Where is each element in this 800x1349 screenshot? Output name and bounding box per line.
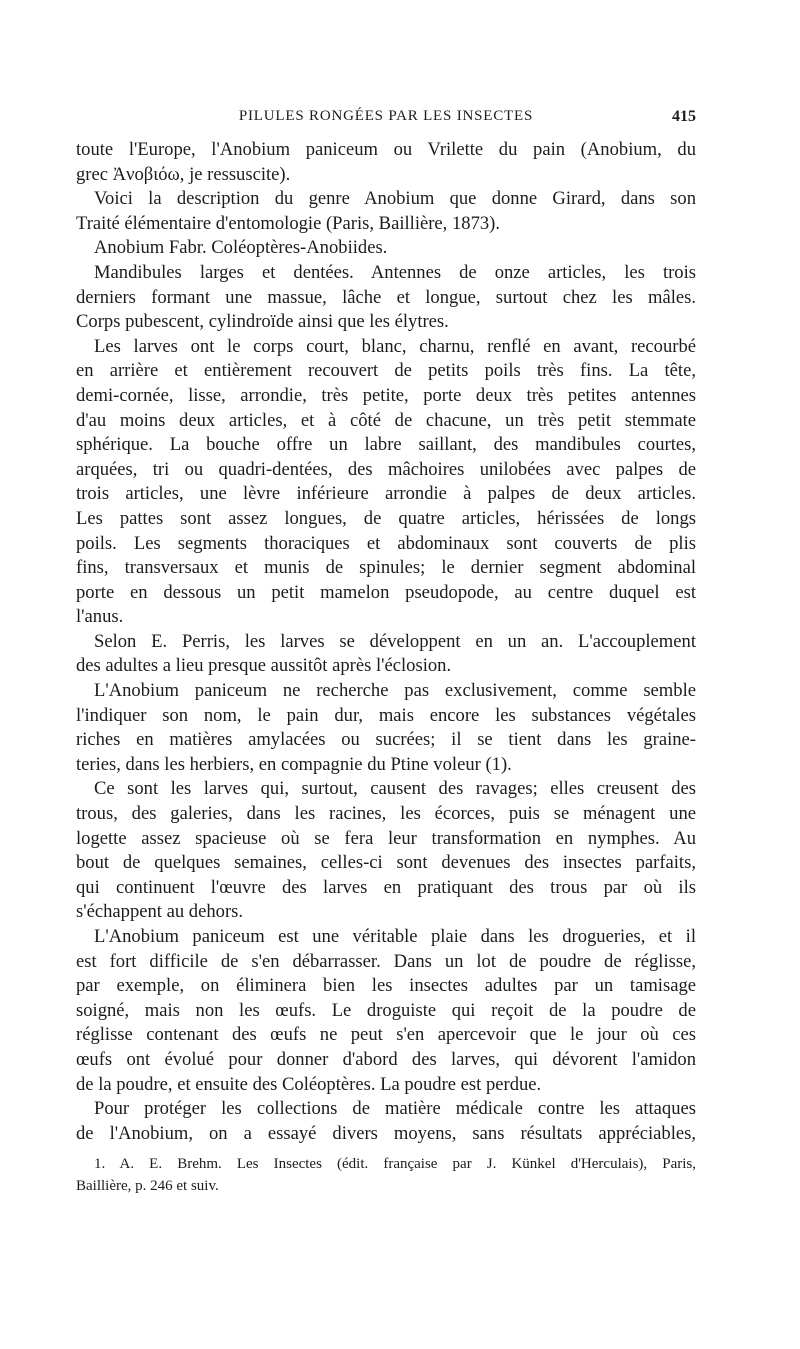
text-line: arquées, tri ou quadri-dentées, des mâchoires unilobées avec palpes de: [76, 458, 696, 480]
text-line: par exemple, on éliminera bien les insectes adultes par un tamisage: [76, 975, 696, 997]
text-line: L'Anobium paniceum ne recherche pas exclusivement, comme semble: [94, 680, 696, 702]
text-line: Les pattes sont assez longues, de quatre articles, hérissées de longs: [76, 507, 696, 529]
text-line: l'anus.: [76, 606, 124, 628]
text-line: sphérique. La bouche offre un labre saillant, des mandibules courtes,: [76, 434, 696, 456]
text-line: Corps pubescent, cylindroïde ainsi que les élytres.: [76, 311, 449, 333]
text-line: trous, des galeries, dans les racines, les écorces, puis se ménagent une: [76, 803, 696, 825]
body-text: [76, 138, 696, 1146]
text-line: trois articles, une lèvre inférieure arrondie à palpes de deux articles.: [76, 483, 696, 505]
text-line: s'échappent au dehors.: [76, 901, 244, 923]
text-line: Selon E. Perris, les larves se développent en un an. L'accouplement: [94, 630, 696, 652]
text-line: Pour protéger les collections de matière médicale contre les attaques: [94, 1098, 696, 1120]
text-line: demi-cornée, lisse, arrondie, très petite, porte deux très petites antennes: [76, 384, 696, 406]
text-line: Traité élémentaire d'entomologie (Paris, Baillière, 1873).: [76, 212, 501, 234]
text-line: en arrière et entièrement recouvert de petits poils très fins. La tête,: [76, 360, 696, 382]
text-line: derniers formant une massue, lâche et longue, surtout chez les mâles.: [76, 286, 696, 308]
text-line: qui continuent l'œuvre des larves en pratiquant des trous par où ils: [76, 876, 696, 898]
text-line: teries, dans les herbiers, en compagnie du Ptine voleur (1).: [76, 753, 512, 775]
text-line: l'indiquer son nom, le pain dur, mais encore les substances végétales: [76, 704, 696, 726]
text-line: logette assez spacieuse où se fera leur transformation en nymphes. Au: [76, 827, 696, 849]
text-line: de l'Anobium, on a essayé divers moyens, sans résultats appréciables,: [76, 1122, 696, 1144]
text-line: Les larves ont le corps court, blanc, charnu, renflé en avant, recourbé: [94, 335, 696, 357]
text-line: toute l'Europe, l'Anobium paniceum ou Vrilette du pain (Anobium, du: [76, 139, 696, 160]
text-line: d'au moins deux articles, et à côté de chacune, un très petit stemmate: [76, 409, 696, 431]
text-line: grec Ἀνοβιόω, je ressuscite).: [76, 163, 291, 185]
text-line: poils. Les segments thoraciques et abdominaux sont couverts de plis: [76, 532, 696, 554]
text-line: est fort difficile de s'en débarrasser. Dans un lot de poudre de réglisse,: [76, 950, 696, 972]
footnote-line: Baillière, p. 246 et suiv.: [76, 1178, 219, 1194]
text-line: porte en dessous un petit mamelon pseudopode, au centre duquel est: [76, 581, 696, 603]
text-line: Mandibules larges et dentées. Antennes de onze articles, les trois: [94, 261, 696, 283]
text-line: riches en matières amylacées ou sucrées; il se tient dans les graine-: [76, 729, 696, 751]
footnote-line: 1. A. E. Brehm. Les Insectes (édit. française par J. Künkel d'Herculais), Paris,: [94, 1156, 696, 1172]
page-header: [76, 108, 696, 130]
text-line: œufs ont évolué pour donner d'abord des larves, qui dévorent l'amidon: [76, 1048, 696, 1070]
text-line: Voici la description du genre Anobium que donne Girard, dans son: [94, 188, 696, 210]
page-number: 415: [672, 108, 696, 125]
text-line: réglisse contenant des œufs ne peut s'en apercevoir que le jour où ces: [76, 1024, 696, 1046]
running-title: PILULES RONGÉES PAR LES INSECTES: [238, 108, 534, 124]
text-line: soigné, mais non les œufs. Le droguiste qui reçoit de la poudre de: [76, 999, 696, 1021]
text-line: bout de quelques semaines, celles-ci sont devenues des insectes parfaits,: [76, 852, 696, 874]
text-line: des adultes a lieu presque aussitôt après l'éclosion.: [76, 655, 452, 677]
text-line: L'Anobium paniceum est une véritable plaie dans les drogueries, et il: [94, 926, 696, 947]
text-line: de la poudre, et ensuite des Coléoptères. La poudre est perdue.: [76, 1073, 542, 1095]
footnotes: [76, 1153, 696, 1197]
text-line: Anobium Fabr. Coléoptères-Anobiides.: [94, 237, 388, 259]
text-line: fins, transversaux et munis de spinules; le dernier segment abdominal: [76, 557, 696, 579]
text-line: Ce sont les larves qui, surtout, causent des ravages; elles creusent des: [94, 778, 696, 800]
